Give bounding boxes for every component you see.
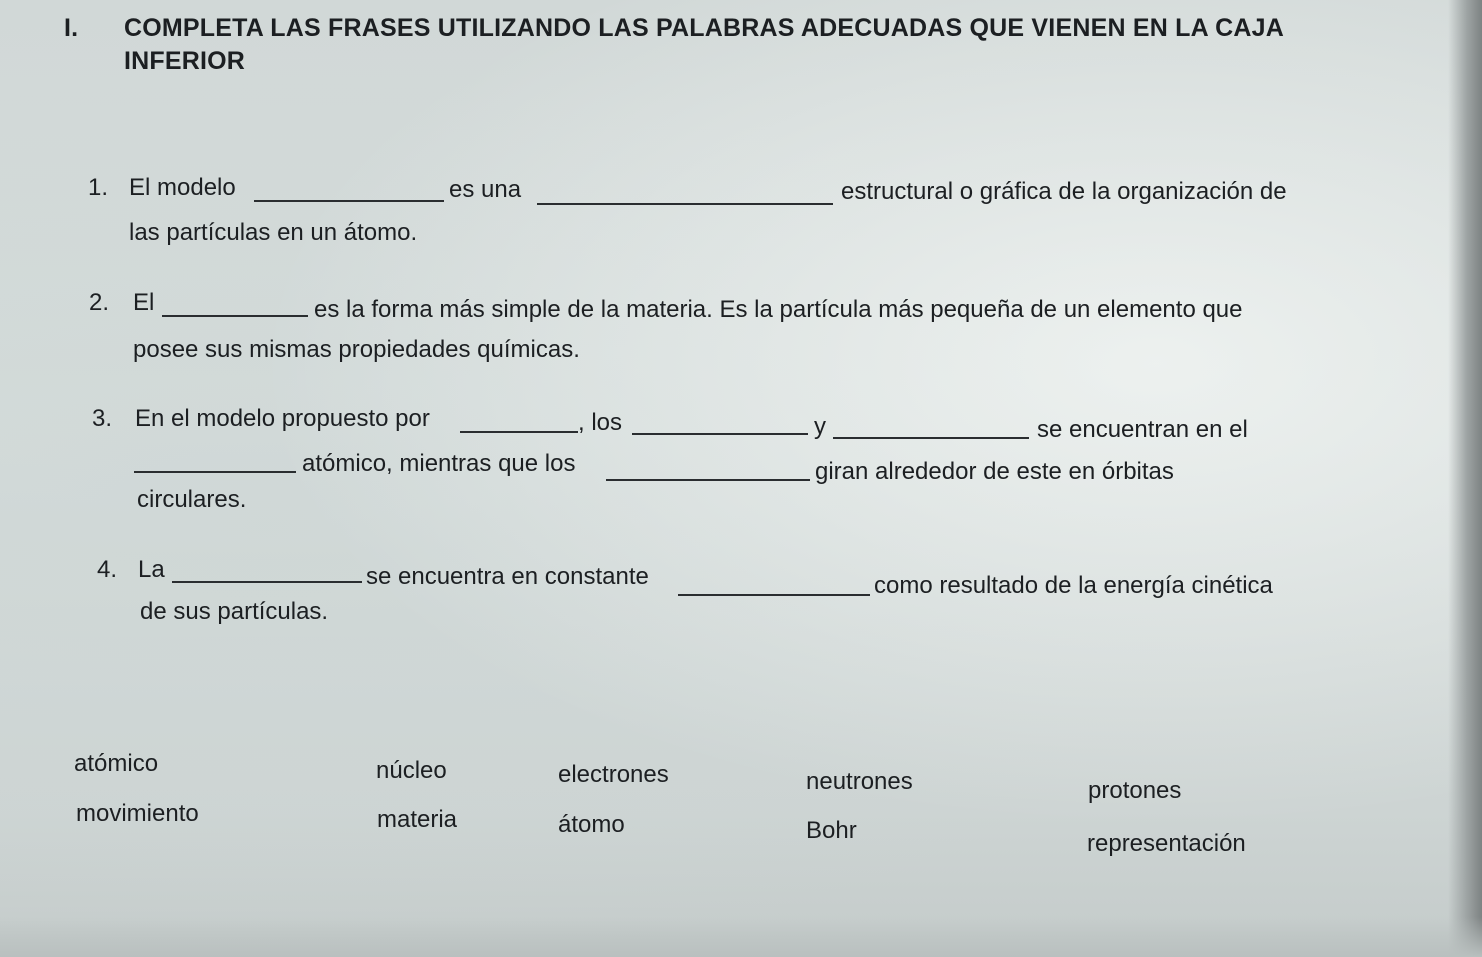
word-bank-item: movimiento <box>76 800 199 827</box>
word-bank-item: atómico <box>74 750 159 777</box>
question-text: posee sus mismas propiedades químicas. <box>133 336 580 363</box>
word-bank-item: núcleo <box>376 757 447 784</box>
question-text: , los <box>578 409 623 436</box>
question-text: se encuentran en el <box>1037 416 1248 443</box>
question-text: es una <box>449 176 522 203</box>
answer-blank[interactable] <box>172 581 362 583</box>
word-bank-item: neutrones <box>806 768 913 795</box>
page-bottom-shadow <box>0 917 1482 957</box>
answer-blank[interactable] <box>833 437 1029 439</box>
answer-blank[interactable] <box>134 471 296 473</box>
answer-blank[interactable] <box>632 433 808 435</box>
question-text: de sus partículas. <box>140 598 329 625</box>
answer-blank[interactable] <box>162 315 308 317</box>
section-title-line1: COMPLETA LAS FRASES UTILIZANDO LAS PALABRAS ADECUADAS QUE VIENEN EN LA CAJA <box>124 14 1284 42</box>
question-number: 2. <box>89 289 110 316</box>
page-edge-shadow <box>1448 0 1482 957</box>
question-text: es la forma más simple de la materia. Es la partícula más pequeña de un elemento que <box>314 296 1243 323</box>
word-bank-item: representación <box>1087 830 1246 857</box>
question-text: y <box>814 413 826 440</box>
answer-blank[interactable] <box>460 431 578 433</box>
question-text: giran alrededor de este en órbitas <box>815 458 1174 485</box>
word-bank-item: Bohr <box>806 817 857 844</box>
word-bank-item: protones <box>1088 777 1182 804</box>
word-bank-item: electrones <box>558 761 669 788</box>
section-numeral: I. <box>64 14 79 42</box>
question-text: En el modelo propuesto por <box>135 405 430 432</box>
question-text: La <box>138 556 165 583</box>
question-text: circulares. <box>137 486 247 513</box>
question-number: 3. <box>92 405 113 432</box>
question-text: atómico, mientras que los <box>302 450 576 477</box>
answer-blank[interactable] <box>606 479 810 481</box>
word-bank-item: materia <box>377 806 458 833</box>
question-number: 4. <box>97 556 118 583</box>
question-text: se encuentra en constante <box>366 563 649 590</box>
word-bank-item: átomo <box>558 811 625 838</box>
question-text: estructural o gráfica de la organización de <box>841 178 1287 205</box>
answer-blank[interactable] <box>254 200 444 202</box>
question-number: 1. <box>88 174 109 201</box>
question-text: El <box>133 289 155 316</box>
section-title-line2: INFERIOR <box>124 47 246 75</box>
answer-blank[interactable] <box>678 594 870 596</box>
question-text: El modelo <box>129 174 236 201</box>
answer-blank[interactable] <box>537 203 833 205</box>
question-text: las partículas en un átomo. <box>129 219 418 246</box>
question-text: como resultado de la energía cinética <box>874 572 1273 599</box>
